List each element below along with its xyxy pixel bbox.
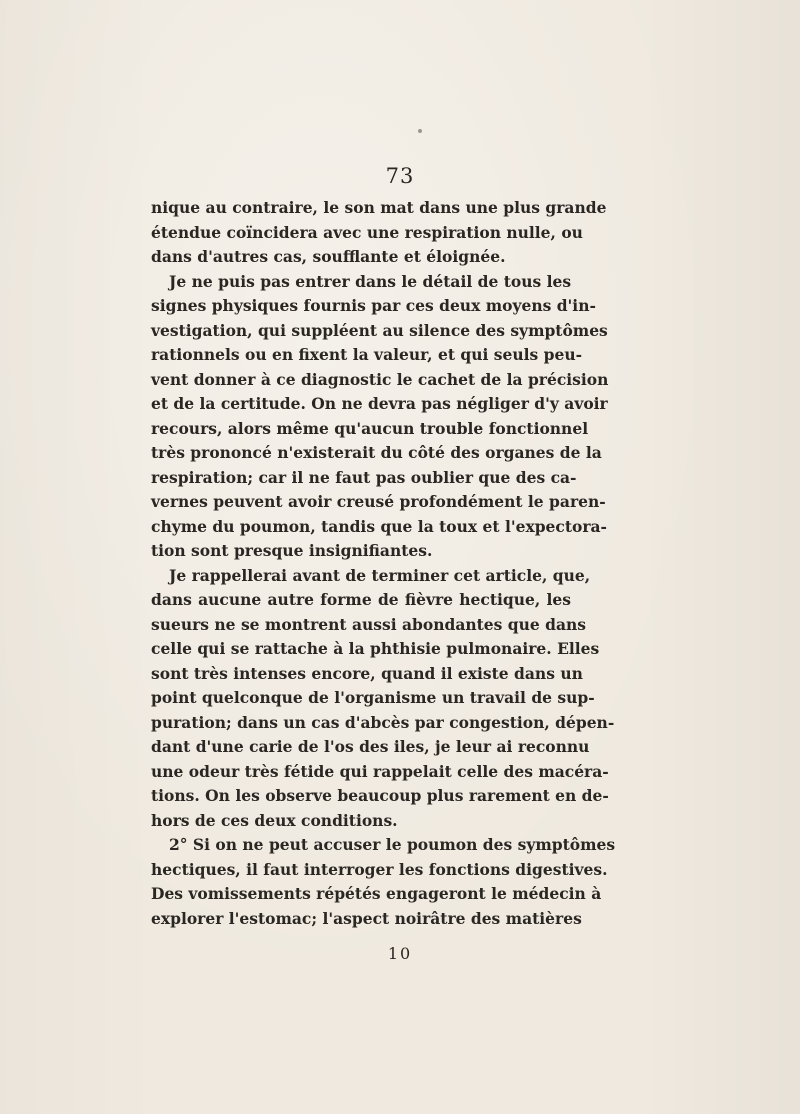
text-line: puration; dans un cas d'abcès par congestion, dépen-: [151, 712, 615, 732]
text-line: recours, alors même qu'aucun trouble fonctionnel: [151, 418, 589, 438]
text-line: point quelconque de l'organisme un travail de sup-: [151, 688, 595, 707]
text-line: dans d'autres cas, soufflante et éloignée.: [151, 247, 506, 266]
text-line: tions. On les observe beaucoup plus rarement en de-: [151, 786, 609, 805]
text-line: étendue coïncidera avec une respiration nulle, ou: [151, 222, 583, 242]
text-line: vernes peuvent avoir creusé profondément le paren-: [151, 492, 606, 511]
text-line: sont très intenses encore, quand il existe dans un: [151, 663, 583, 683]
text-line: une odeur très fétide qui rappelait celle des macéra-: [151, 761, 609, 781]
text-line: dans aucune autre forme de fièvre hectique, les: [151, 590, 571, 609]
paragraph-start-line: Je ne puis pas entrer dans le détail de tous les: [169, 271, 572, 291]
page-number: 73: [385, 164, 415, 188]
text-line: celle qui se rattache à la phthisie pulmonaire. Elles: [151, 639, 600, 658]
text-line: tion sont presque insignifiantes.: [151, 541, 433, 560]
paragraph-start-line: Je rappellerai avant de terminer cet article, que,: [169, 565, 591, 585]
text-line: chyme du poumon, tandis que la toux et l'expectora-: [151, 516, 607, 536]
text-line: respiration; car il ne faut pas oublier que des ca-: [151, 467, 577, 487]
text-line: très prononcé n'existerait du côté des organes de la: [151, 443, 602, 462]
text-line: dant d'une carie de l'os des iles, je leur ai reconnu: [151, 737, 590, 756]
text-line: rationnels ou en fixent la valeur, et qui seuls peu-: [151, 345, 583, 364]
ink-speck: [418, 129, 422, 133]
text-line: hectiques, il faut interroger les fonctions digestives.: [151, 859, 608, 879]
text-line: vestigation, qui suppléent au silence des symptômes: [151, 320, 608, 340]
text-line: sueurs ne se montrent aussi abondantes que dans: [151, 614, 587, 634]
paragraph-start-line: 2° Si on ne peut accuser le poumon des symptômes: [169, 835, 616, 854]
text-line: hors de ces deux conditions.: [151, 810, 398, 830]
text-line: explorer l'estomac; l'aspect noirâtre des matières: [151, 908, 582, 928]
signature-mark: 10: [387, 944, 413, 963]
text-line: nique au contraire, le son mat dans une plus grande: [151, 198, 607, 217]
text-line: vent donner à ce diagnostic le cachet de la précision: [151, 369, 609, 389]
text-line: et de la certitude. On ne devra pas négliger d'y avoir: [151, 394, 608, 413]
text-line: signes physiques fournis par ces deux moyens d'in-: [151, 296, 596, 315]
body-text: [151, 196, 616, 931]
text-line: Des vomissements répétés engageront le médecin à: [151, 884, 602, 903]
